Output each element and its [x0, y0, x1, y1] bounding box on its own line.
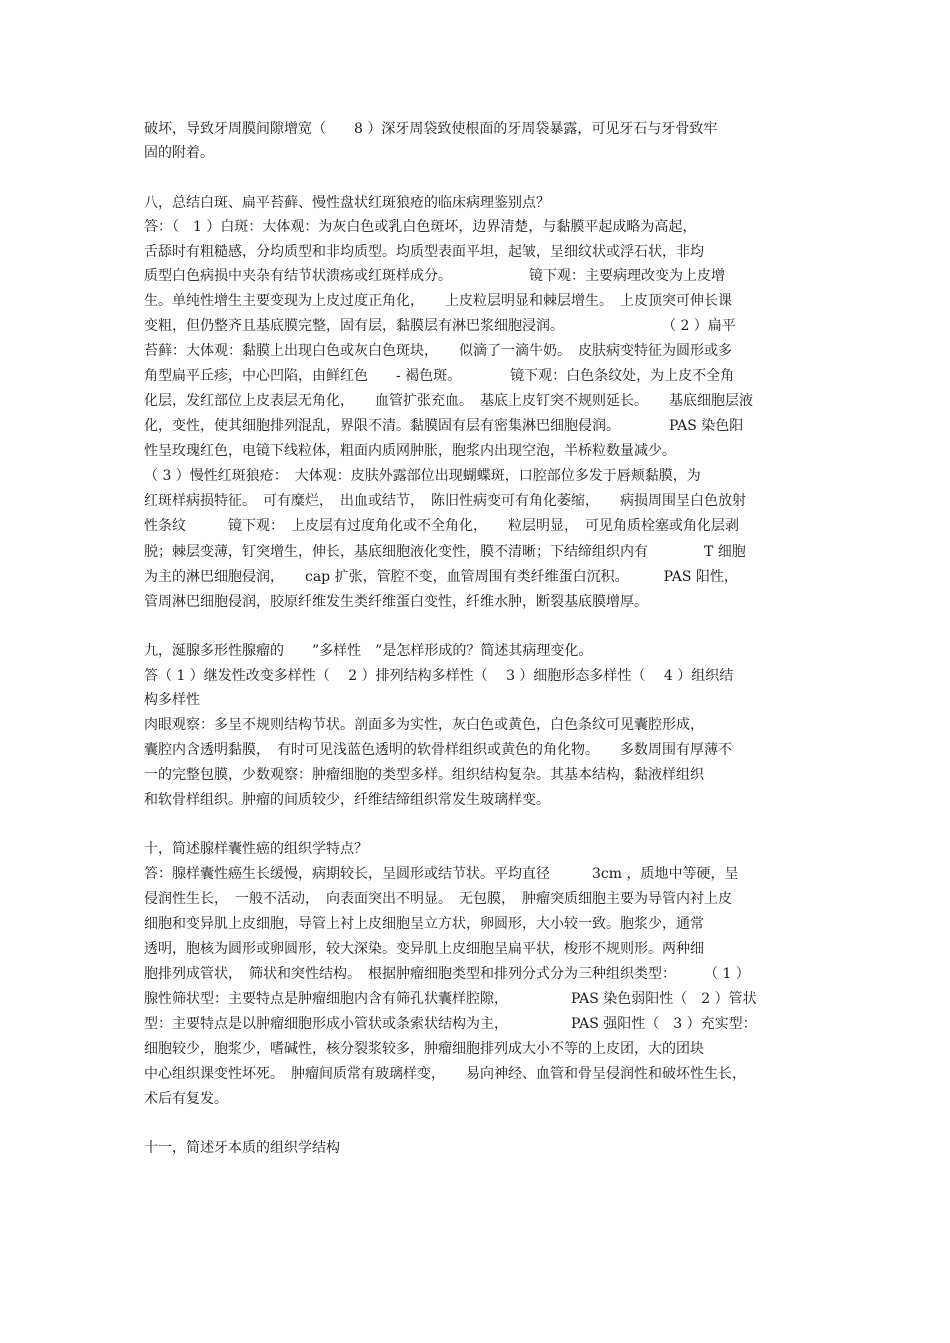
text-line: 答：腺样囊性癌生长缓慢，病期较长，呈圆形或结节状。平均直径 3cm ，质地中等硬，呈 — [144, 866, 739, 882]
text-line: 型：主要特点是以肿瘤细胞形成小管状或条索状结构为主， PAS 强阳性（ 3 ）充实型： — [144, 1016, 757, 1032]
text-line: 腺性筛状型：主要特点是肿瘤细胞内含有筛孔状囊样腔隙， PAS 染色弱阳性（ 2 ）管状 — [144, 991, 757, 1007]
text-line: 质型白色病损中夹杂有结节状溃疡或红斑样成分。 镜下观：主要病理改变为上皮增 — [144, 268, 725, 284]
text-line: 苔藓：大体观：黏膜上出现白色或灰白色斑块， 似滴了一滴牛奶。 皮肤病变特征为圆形或多 — [144, 343, 732, 359]
text-line: 囊腔内含透明黏膜， 有时可见浅蓝色透明的软骨样组织或黄色的角化物。 多数周围有厚薄不 — [144, 742, 732, 758]
text-line: 舌舔时有粗糙感，分均质型和非均质型。均质型表面平坦，起皱，呈细纹状或浮石状，非均 — [144, 244, 704, 260]
text-line: 管周淋巴细胞侵润，胶原纤维发生类纤维蛋白变性，纤维水肿，断裂基底膜增厚。 — [144, 594, 648, 610]
text-line: 性条纹 镜下观： 上皮层有过度角化或不全角化， 粒层明显， 可见角质栓塞或角化层剥 — [144, 518, 739, 534]
text-line: 生。单纯性增生主要变现为上皮过度正角化， 上皮粒层明显和棘层增生。 上皮顶突可伸长课 — [144, 293, 732, 309]
text-line: 术后有复发。 — [144, 1091, 228, 1107]
text-line: 红斑样病损特征。 可有糜烂， 出血或结节， 陈旧性病变可有角化萎缩， 病损周围呈白色放射 — [144, 493, 746, 509]
text-line: 侵润性生长， 一般不活动， 向表面突出不明显。 无包膜， 肿瘤突质细胞主要为导管内衬上皮 — [144, 891, 732, 907]
text-line: 角型扁平丘疹，中心凹陷，由鲜红色 - 褐色斑。 镜下观：白色条纹处，为上皮不全角 — [144, 368, 735, 384]
text-line: （ 3 ）慢性红斑狼疮： 大体观：皮肤外露部位出现蝴蝶斑，口腔部位多发于唇颊黏膜，为 — [144, 468, 701, 484]
text-line: 脱；棘层变薄，钉突增生，伸长，基底细胞液化变性，膜不清晰；下结缔组织内有 T 细胞 — [144, 544, 746, 560]
text-line: 为主的淋巴细胞侵润， cap 扩张，管腔不变，血管周围有类纤维蛋白沉积。 PAS 阳性， — [144, 569, 738, 585]
text-line: 透明，胞核为圆形或卵圆形，较大深染。变异肌上皮细胞呈扁平状，梭形不规则形。两种细 — [144, 941, 704, 957]
text-line: 破坏，导致牙周膜间隙增宽（ 8 ）深牙周袋致使根面的牙周袋暴露，可见牙石与牙骨致牢 — [144, 121, 718, 137]
text-line: 中心组织课变性坏死。 肿瘤间质常有玻璃样变， 易向神经、血管和骨呈侵润性和破坏性生长， — [144, 1066, 746, 1082]
text-line: 性呈玫瑰红色，电镜下线粒体，粗面内质网肿胀，胞浆内出现空泡，半桥粒数量减少。 — [144, 443, 676, 459]
section-heading: 九，涎腺多形性腺瘤的 ”多样性 ”是怎样形成的？简述其病理变化。 — [144, 643, 593, 659]
text-line: 和软骨样组织。肿瘤的间质较少，纤维结缔组织常发生玻璃样变。 — [144, 792, 550, 808]
text-line: 细胞和变异肌上皮细胞，导管上衬上皮细胞呈立方状，卵圆形，大小较一致。胞浆少，通常 — [144, 916, 704, 932]
text-line: 肉眼观察：多呈不规则结构节状。剖面多为实性，灰白色或黄色，白色条纹可见囊腔形成， — [144, 717, 704, 733]
text-line: 胞排列成管状， 筛状和突性结构。 根据肿瘤细胞类型和排列分式分为三种组织类型： （ 1 ） — [144, 966, 750, 982]
text-line: 化，变性，使其细胞排列混乱，界限不清。黏膜固有层有密集淋巴细胞侵润。 PAS 染色阳 — [144, 418, 744, 434]
section-heading: 八，总结白斑、扁平苔藓、慢性盘状红斑狼疮的临床病理鉴别点？ — [144, 195, 550, 211]
text-line: 固的附着。 — [144, 145, 214, 161]
section-heading: 十一，简述牙本质的组织学结构 — [144, 1140, 340, 1156]
text-line: 化层，发红部位上皮表层无角化， 血管扩张充血。 基底上皮钉突不规则延长。 基底细胞层液 — [144, 393, 753, 409]
text-line: 构多样性 — [144, 692, 200, 708]
text-line: 答：（ 1 ）白斑：大体观：为灰白色或乳白色斑坏，边界清楚，与黏膜平起成略为高起， — [144, 219, 697, 235]
text-line: 答（ 1 ）继发性改变多样性（ 2 ）排列结构多样性（ 3 ）细胞形态多样性（ 4 ）组织结 — [144, 668, 734, 684]
section-heading: 十，简述腺样囊性癌的组织学特点？ — [144, 841, 368, 857]
text-line: 细胞较少，胞浆少，嗜碱性，核分裂浆较多，肿瘤细胞排列成大小不等的上皮团，大的团块 — [144, 1041, 704, 1057]
text-line: 变粗，但仍整齐且基底膜完整，固有层，黏膜层有淋巴浆细胞浸润。 （ 2 ）扁平 — [144, 318, 736, 334]
text-line: 一的完整包膜，少数观察：肿瘤细胞的类型多样。组织结构复杂。其基本结构，黏液样组织 — [144, 767, 704, 783]
